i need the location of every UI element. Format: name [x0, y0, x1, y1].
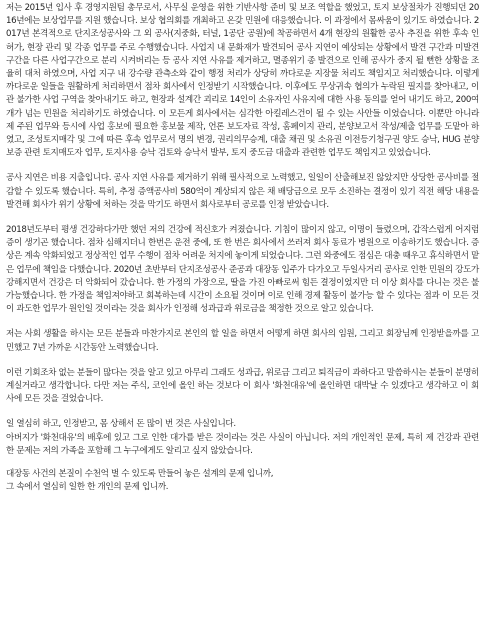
paragraph-father-denial: 아버지가 '화천대유'의 배후에 있고 그로 인한 대가를 받은 것이라는 것은 사실이 아닙니다. 저의 개인적인 문제, 특히 제 건강과 관련한 문제는 저의 가족을 포함해 그 누구에게도 알리고 싶지 않았습니다. — [6, 432, 479, 456]
paragraph-all-in: 이런 기회조차 없는 분들이 많다는 것을 알고 있고 아무리 그래도 성과급, 위로금 그리고 퇴직금이 과하다고 말씀하시는 분들이 분명히 계실거라고 생각합니다. 다만 저는 주식, 코인에 올인 하는 것보다 이 회사 '화천대유'에 올인하면 대박날 수 있겠다고 생각하고 이 회사에 모든 것을 걸었습니다. — [6, 367, 479, 405]
paragraph-cost-savings: 공사 지연은 비용 지출입니다. 공사 지연 사유를 제거하기 위해 필사적으로 노력했고, 일일이 산출해보진 않았지만 상당한 공사비를 절감할 수 있도록 했습니다. 특히, 추정 증액공사비 580억이 계상되지 않은 채 배당금으로 모두 소진하는 결정이 있기 직전 해당 내용을 발견해 회사가 위기 상황에 처하는 것을 막기도 하면서 회사로부터 공로를 인정 받았습니다. — [6, 173, 479, 210]
paragraph-admission: 일 열심히 하고, 인정받고, 몸 상해서 돈 많이 번 것은 사실입니다. — [6, 419, 236, 430]
paragraph-career-history: 저는 2015년 입사 후 경영지원팀 총무로서, 사무실 운영을 위한 기반사항 준비 및 보조 역할을 했었고, 토지 보상절차가 진행되던 2016년에는 보상업무를 지원 했습니다. 보상 협의회를 개최하고 온갖 민원에 대응했습니다. 이 과정에서 몸싸움이 있기도 하였습니다. 2017년 본격적으로 단지조성공사와 그 외 공사(지중화, 터널, 1공단 공원)에 착공하면서 4개 현장의 원활한 공사 추진을 위한 후속 인허가, 현장 관리 및 각종 업무를 주로 수행했습니다. 사업지 내 문화재가 발견되어 공사 지연이 예상되는 상황에서 발견 구간과 미발견 구간을 다른 사업구간으로 분리 시켜버리는 등 공사 지연 사유를 제거하고, 멸종위기 종 발견으로 인해 공사가 중지 될 뻔한 상황을 조율히 대처 하였으며, 사업 지구 내 강수량 관측소와 같이 행정 처리가 상당히 까다로운 지장물 처리도 책임지고 처리했습니다. 이렇게 까다로운 일들을 원활하게 처리하면서 점차 회사에서 인정받기 시작했습니다. 이후에도 무상귀속 협의가 누락된 필지를 찾아내고, 이관 불가한 사업 구역을 찾아내기도 하고, 현장과 설계간 괴리로 14인이 소유자인 사유지에 대한 사용 동의를 얻어 내기도 하고, 200여개가 넘는 민원을 처리하기도 하였습니다. 이 모든게 회사에서는 심각한 아킬레스건이 될 수 있는 사안들 이었습니다. 이뿐만 아니라 제 주된 업무와 등시에 사업 홍보에 필요한 홍보물 제작, 언론 보도자료 작성, 홈페이지 관리, 분양보고서 작성/제출 업무를 도맡아 하였고, 조성토지매각 및 그에 따른 후속 업무로서 명의 변경, 권리의무승계, 대출 채권 및 소유권 이전등기청구권 양도 승낙, HUG 분양 보증 관련 토지매도자 업무, 토지사용 승낙 검토와 승낙서 발부, 토지 중도금 대출과 관련한 업무도 책임지고 있었습니다. — [6, 3, 479, 159]
paragraph-effort: 저는 사회 생활을 하시는 모든 분들과 마찬가지로 본인의 할 일을 하면서 어떻게 하면 회사의 임원, 그리고 회장님께 인정받을까를 고민했고 7년 가까운 시간동안 노력했습니다. — [6, 329, 479, 353]
paragraph-health-decline: 2018년도부터 평생 건강하다가만 했던 저의 건강에 적신호가 켜졌습니다. 기침이 많이지 않고, 이명이 들렸으며, 갑작스럽게 어지럼증이 생기곤 했습니다. 점차 심해지더니 한번은 운전 중에, 또 한 번은 회사에서 쓰러져 회사 동료가 병원으로 이송하기도 했습니다. 증상은 계속 악화되었고 정상적인 업무 수행이 점차 어려운 처지에 놓이게 되었습니다. 그런 와중에도 점심은 대충 때우고 휴식하면서 맡은 업무에 책임을 다했습니다. 2020년 초반부터 단지조성공사 준공과 대장동 입주가 다가오고 두일사거리 공사로 인한 민원의 강도가 강해지면서 건강은 더 악화되어 갔습니다. 한 가정의 가장으로, 딸을 가진 아빠로써 힘든 결정이었지만 더 이상 회사를 다니는 것은 불가능했습니다. 한 가정을 책임져야하고 회복하는데 시간이 소요될 것이며 이로 인해 경제 활동이 불가능 할 수 있다는 점과 이 모든 것이 과도한 업무가 원인일 것이라는 것을 회사가 인정해 성과급과 위로금을 책정한 것으로 알고 있습니다. — [6, 225, 479, 315]
paragraph-question-individual: 그 속에서 열심히 일한 한 개인의 문제 입니까. — [6, 482, 169, 493]
paragraph-question-design: 대장동 사건의 본질이 수천억 벌 수 있도록 만들어 놓은 설계의 문제 입니까, — [6, 469, 274, 480]
